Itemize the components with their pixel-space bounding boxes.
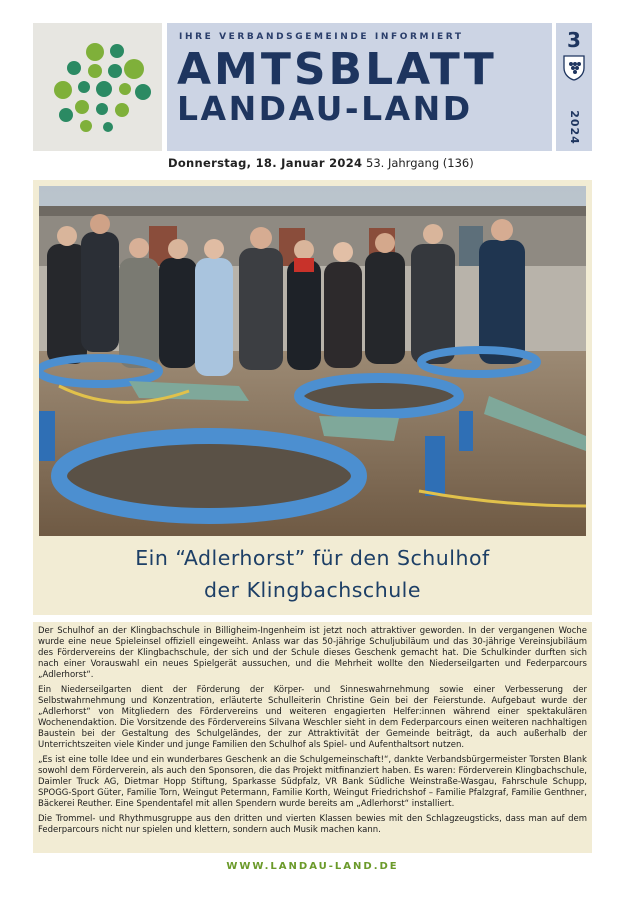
issue-year (558, 107, 590, 147)
headline-line2: der Klingbachschule (204, 578, 421, 602)
paragraph-1: Der Schulhof an der Klingbachschule in Billigheim-Ingenheim ist jetzt noch attraktiver geworden. In der vergangenen Woche wurde eine neue Spieleinsel offiziell eingeweiht. Anlass war das 50-jährige Schuljubiläum und das 30-jährige Vereinsjubiläum des Fördervereins der Klingbachschule, der sich und der Schule dieses Geschenk gemacht hat. Die Schulkinder durften sich nach einer Vorauswahl ein neues Spielgerät aussuchen, und die Mehrheit wollte den Niederseilgarten und Federparcours „Adlerhorst“. (38, 626, 587, 680)
paragraph-3: „Es ist eine tolle Idee und ein wunderbares Geschenk an die Schulgemeinschaft!“, dankte Verbandsbürgermeister Torsten Blank sowohl dem Förderverein, als auch den Sponsoren, die das Projekt mitfinanziert haben. Es waren: Förderverein Klingbachschule, Daimler Truck AG, Dietmar Hopp Stiftung, Sparkasse Südpfalz, VR Bank Südliche Weinstraße-Wasgau, Fahrschule Schupp, SPOGG-Sport Güter, Familie Torn, Weingut Petermann, Familie Korth, Weingut Friedrichshof – Familie Pfalzgraf, Familie Genthner, Bäckerei Reuther. Eine Spendentafel mit allen Spendern wurde bereits am „Adlerhorst“ installiert. (38, 754, 587, 809)
paragraph-2: Ein Niederseilgarten dient der Förderung der Körper- und Sinneswahrnehmung sowie einer Verbesserung der Selbstwahrnehmung und Konzentration, erläuterte Schulleiterin Christine Gein bei der Feierstunde. Aufgebaut wurde der „Adlerhorst“ von Mitgliedern des Fördervereins und weiteren engagierten Helfer:innen während einer spektakulären Wochenendaktion. Die Vorsitzende des Fördervereins Silvana Weschler sieht in dem Federparcours einen weiteren nachhaltigen Baustein bei der Gestaltung des Schulgeländes, der zur Attraktivität der Gemeinde beiträgt, da auch außerhalb der Unterrichtszeiten viele Kinder und junge Familien den Schulhof als Spiel- und Aufenthaltsort nutzen. (38, 685, 587, 750)
headline-line1: Ein “Adlerhorst” für den Schulhof (135, 546, 490, 570)
logo (33, 23, 162, 151)
issue-volume: 53. Jahrgang (136) (366, 156, 474, 170)
playground-photo-illustration (39, 186, 586, 536)
footer-website-link[interactable]: WWW.LANDAU-LAND.DE (226, 861, 399, 872)
article-headline (33, 542, 592, 606)
issue-number: 3 (567, 28, 581, 52)
masthead (167, 23, 552, 151)
masthead-kicker: IHRE VERBANDSGEMEINDE INFORMIERT (179, 32, 464, 42)
feature-panel (33, 180, 592, 615)
group-photo (39, 186, 586, 536)
article-body (33, 622, 592, 853)
issue-year-text: 2024 (567, 109, 581, 145)
coat-of-arms-icon (563, 55, 585, 81)
logo-dots-graphic (33, 23, 162, 151)
issue-box (556, 23, 592, 151)
masthead-title-line1: AMTSBLATT (177, 44, 497, 95)
dateline (168, 156, 474, 170)
paragraph-4: Die Trommel- und Rhythmusgruppe aus den dritten und vierten Klassen bewies mit den Schlagzeugsticks, dass man auf dem Federparcours nicht nur spielen und klettern, sondern auch Musik machen kann. (38, 814, 587, 835)
masthead-title-line2: LANDAU-LAND (177, 89, 473, 128)
issue-date: Donnerstag, 18. Januar 2024 (168, 156, 363, 170)
article-text (38, 626, 587, 840)
